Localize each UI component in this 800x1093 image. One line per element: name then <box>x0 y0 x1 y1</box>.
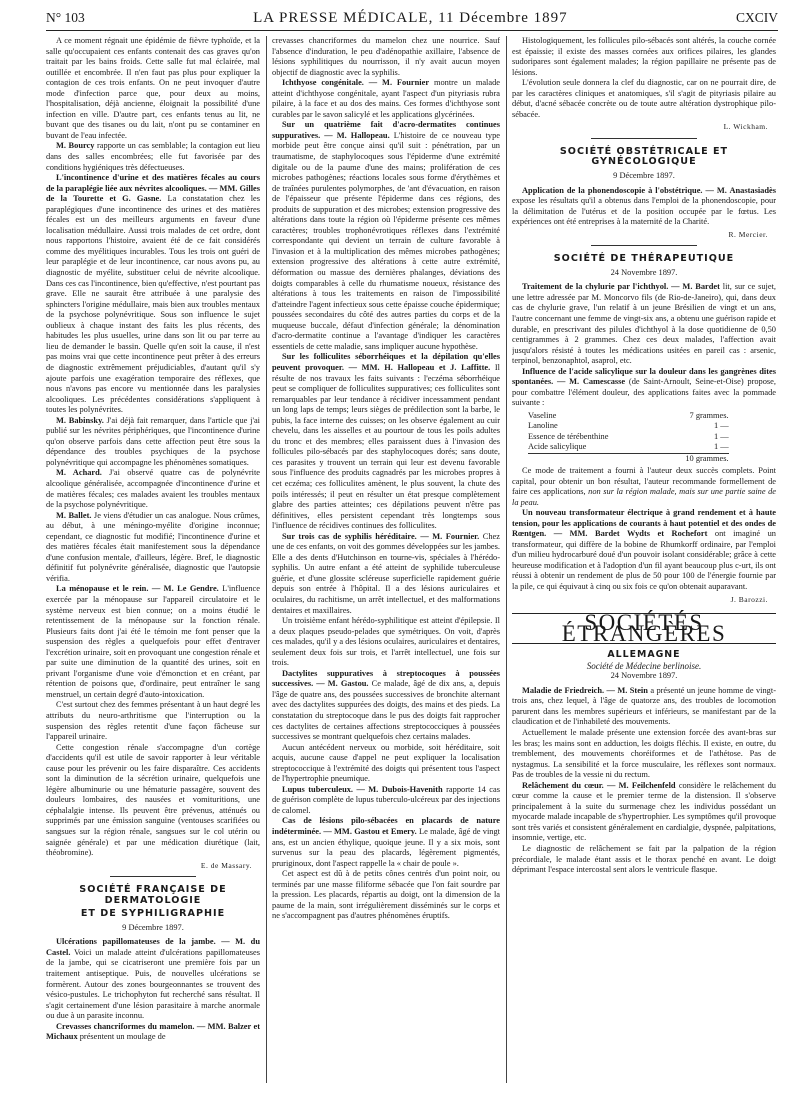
quantity: 1 — <box>713 421 729 431</box>
entry-title: Dactylites suppuratives à streptocoques à poussées successives. — M. Gastou. <box>272 668 500 689</box>
entry-text: lit, sur ce sujet, une lettre adressée par M. Moncorvo fils (de Rio-de-Janeiro), qui, dans deux cas de chylurie grave, l'un relatif à un jeune Brésilien de vingt et un ans, l'autre concernant une femme de vingt-six ans, a obtenu une guérison rapide et durable, en prescrivant des pilules d'ichthyol à la dose quotidienne de 0,50 centigrammes à 2 grammes. Chez ces deux malades, l'affection avait jusqu'alors résisté à toutes les médications usitées en pareil cas : arsenic, terpinol, benzonaphtol, asaprol, etc. <box>512 282 776 366</box>
prescription-row <box>528 421 729 431</box>
signature: J. Barozzi. <box>730 594 768 604</box>
section-heading: SOCIÉTÉ DE THÉRAPEUTIQUE <box>553 253 735 265</box>
issue-number: N° 103 <box>46 10 85 25</box>
entry-text: présentent un moulage de <box>77 1032 166 1042</box>
major-section-title: SOCIÉTÉS ÉTRANGÈRES <box>512 613 776 644</box>
entry-title: Sur un quatrième fait d'acro-dermatites continues suppuratives. — M. Hallopeau. <box>272 120 500 140</box>
entry-title: Sur trois cas de syphilis héréditaire. — M. Fournier. <box>282 531 480 541</box>
prescription-row <box>528 432 729 442</box>
paragraph <box>46 468 260 510</box>
prescription-table <box>528 411 729 464</box>
section-entry <box>272 669 500 743</box>
journal-title: LA PRESSE MÉDICALE, 11 Décembre 1897 <box>253 9 568 26</box>
entry-title: Crevasses chancriformes du mamelon. — MM. Balzer et Michaux <box>46 1021 260 1042</box>
column-divider <box>506 36 507 1083</box>
entry-text: considère le relâchement du cœur comme la cause et le premier terme de la distension. Il s'observe principalement à la suite du surmenage chez les individus possédant un myocarde malade incapable de s'hypertrophier. Les symptômes qu'il provoque sont très variés et consistent généralement en cardialgie, dyspnée, palpitations, insomnie, vertige, etc. <box>512 780 776 843</box>
entry-title: La ménopause et le rein. — M. Le Gendre. <box>56 584 219 594</box>
paragraph: Cette congestion rénale s'accompagne d'un cortège d'accidents qu'il est utile de savoir rapporter à leur véritable cause pour les prévenir ou les faire disparaître. Ces accidents sont la diminution de la sécrétion urinaire, quelquefois une légère albuminurie ou une hématurie passagère, souvent des douleurs lombaires, des nausées et vomituritions, une céphalalgie intense. Ils peuvent être prévenus, atténués ou supprimés par une émission sanguine (ventouses scarifiées ou sangsues sur la région rénale, sangsues sur le col utérin ou saignée générale) et par une médication diurétique (lait, théobromine). <box>46 742 260 858</box>
section-date: 24 Novembre 1897. <box>610 267 678 277</box>
paragraph-text: Je viens d'étudier un cas analogue. Nous crûmes, au début, à une méningo-myélite d'origine inconnue; cependant, ce diagnostic fut modifié; l'incontinence d'urine et des matières fécales était manifestement sous la dépendance d'une confusion mentale, d'ailleurs, légère. Bref, le diagnostic définitif fut polynévrite généralisée, diagnostic que l'autopsie vérifia. <box>46 510 260 583</box>
paragraph <box>46 416 260 469</box>
entry-title: Ichthyose congénitale. — M. Fournier <box>282 78 430 88</box>
paragraph: Aucun antécédent nerveux ou morbide, soit héréditaire, soit acquis, aucune cause d'appel ne peut expliquer la localisation streptococcique à l'extrémité des doigts qui présentent tous l'aspect de l'hypertrophie pneumique. <box>272 742 500 784</box>
section-heading: SOCIÉTÉ OBSTÉTRICALE ET GYNÉCOLOGIQUE <box>559 145 729 168</box>
prescription-total <box>528 453 729 464</box>
section-rule <box>591 245 697 246</box>
paragraph-text: rapporte un cas semblable; la contagion eut lieu dans des salles encombrées; elle fut favorisée par des conditions hygiéniques très défectueuses. <box>46 141 260 172</box>
column-1 <box>46 36 260 1083</box>
section-heading: ET DE SYPHILIGRAPHIE <box>80 908 226 920</box>
country-heading: ALLEMAGNE <box>607 649 681 661</box>
paragraph: Un troisième enfant hérédo-syphilitique est atteint d'épilepsie. Il a deux plaques pseudo-pelades que symétriques. On voit, d'après ces malades, qu'il y a des lésions oculaires, auriculaires et dentaires, seulement deux fois sur trois, et l'arrêt intellectuel, une fois sur trois. <box>272 616 500 668</box>
section-entry <box>46 173 260 416</box>
entry-text: Voici un malade atteint d'ulcérations papillomateuses de la jambe, qui se cicatriseront une première fois par un traitement antiseptique. Puis, de nouvelles ulcérations se formèrent. Autour des zones bourgeonnantes se trouvent des vésico-pustules. Le trichophyton fut recherché sans résultat. Il s'agit certainement d'une lésion parasitaire à marche anormale ou due à un parasite inconnu. <box>46 947 260 1021</box>
paragraph-text: J'ai observé quatre cas de polynévrite alcoolique généralisée, accompagnée d'incontinence d'urine et de matières fécales; ces malades avaient les troubles mentaux de la psychose polynévritique. <box>46 468 260 510</box>
section-entry <box>46 1022 260 1043</box>
paragraph: L'évolution seule donnera la clef du diagnostic, car on ne pourrait dire, de par les caractères cliniques et anatomiques, s'il s'agit de pityriasis pilaire au début, d'acné sébacée concrète ou de toute autre altération dystrophique pilo-sébacée. <box>512 78 776 119</box>
section-heading: SOCIÉTÉ FRANÇAISE DE DERMATOLOGIE <box>79 884 227 906</box>
ingredient: Vaseline <box>528 410 557 420</box>
entry-title: Traitement de la chylurie par l'ichthyol. — M. Bardet <box>522 282 720 292</box>
section-entry <box>46 584 260 700</box>
quantity: 1 — <box>713 442 729 452</box>
entry-title: Sur les folliculites séborrhéiques et la dépilation qu'elles peuvent provoquer. — MM. H. Hallopeau et J. Laffitte. <box>272 352 500 372</box>
paragraph: crevasses chancriformes du mamelon chez une nourrice. Sauf l'absence d'induration, le peu d'adénopathie axillaire, l'absence de lésions syphilitiques du nourrisson, il n'y avait aucun moyen objectif de diagnostic avec la syphilis. <box>272 36 500 77</box>
section-entry <box>46 937 260 1021</box>
paragraph <box>46 141 260 173</box>
paragraph: Cet aspect est dû à de petits cônes centrés d'un point noir, ou terminés par une masse filiforme sébacée que l'on fait sourdre par la pression. Les placards, répartis au doigt, ont la dimension de la paume de la main, sont irrégulièrement disséminés sur le corps et ne s'accompagnent pas d'autres phénomènes éruptifs. <box>272 869 500 921</box>
entry-text: Ce malade, âgé de dix ans, a, depuis l'âge de quatre ans, des poussées successives de bronchite alternant avec des dactylites suppurées des doigts, des mains et des pieds. La constatation du streptocoque dans le pus des doigts fait rapprocher ces dactylites de certaines affections streptococciques à poussées successives se montrant quelquefois chez certains malades. <box>272 679 500 742</box>
total-quantity: 10 grammes. <box>658 453 728 464</box>
quantity: 1 — <box>713 431 729 441</box>
paragraph: Histologiquement, les follicules pilo-sébacés sont altérés, la couche cornée est épaissie; il existe des masses cornées aux orifices pilaires, les glandes sudoripares sont également malades; la région papillaire ne présente pas de lésions. <box>512 36 776 77</box>
paragraph: C'est surtout chez des femmes présentant à un haut degré les attributs du neuro-arthritisme que l'interruption ou la suspension des règles retentit d'une façon fâcheuse sur l'appareil urinaire. <box>46 700 260 742</box>
speaker: M. Bourcy <box>56 141 95 151</box>
page-header <box>46 6 778 30</box>
entry-text: Chez une de ces enfants, on voit des gommes développées sur les jambes. Elle a des dents d'Hutchinson en tourne-vis, spéciales à l'hérédo-syphilis. Un autre enfant a été atteint de syphilide tuberculeuse guérie, et d'une glossite scléreuse superficielle rapidement guérie depuis son entrée à l'hôpital. Il a des lésions auriculaires et oculaires, du rachitisme, un arrêt intellectuel, et des malformations dentaires et maxillaires. <box>272 531 500 615</box>
paragraph <box>512 466 776 508</box>
section-entry <box>272 532 500 616</box>
entry-text: Le malade, âgé de vingt ans, est un ancien éthylique, quoique jeune. Il y a six mois, sont survenus sur la peau des placards, légèrement pigmentés, pruriginoux, dont l'aspect rappelle la « chair de poule ». <box>272 827 500 868</box>
entry-text: montre un malade atteint d'ichthyose congénitale, ayant l'aspect d'un pityriasis rubra pilaire, à la face et au dos des mains. Ces formes d'ichthyose sont curables par le savon salicylé et les applications glycérinées. <box>272 78 500 119</box>
entry-title: Lupus tuberculeux. — M. Dubois-Havenith <box>282 784 443 794</box>
section-entry <box>512 282 776 366</box>
section-date: 9 Décembre 1897. <box>122 922 184 932</box>
paragraph-text: J'ai déjà fait remarquer, dans l'article que j'ai publié sur les névrites périphériques, que l'incontinence d'urine qu'on observe parfois dans cette affection peut être sous la dépendance des troubles psychiques de la psychose polynévritique qui accompagne les phénomènes somatiques. <box>46 415 260 467</box>
section-entry <box>272 785 500 817</box>
section-entry <box>272 352 500 531</box>
section-date: 24 Novembre 1897. <box>610 671 678 681</box>
section-entry <box>512 686 776 728</box>
entry-text: La constatation chez les paraplégiques d'une incontinence des urines et des matières fécales est un des meilleurs arguments en faveur d'une localisation médullaire. Aussi trois malades de cet ordre, dont nous rapportons l'histoire, avaient été de ce fait considérés comme des myélitiques incurables. Tous les trois ont guéri de leur paraplégie et de leur incontinence, car nous avons pu, au diagnostic de myélite, substituer celui de névrite alcoolique. Dans ces cas l'incontinence, bien qu'effective, n'est pourtant pas grave. Elle ne saurait être attribuée à une paralysie des sphincters l'origine médullaire, mais bien aux troubles mentaux de la psychose polynévritique. Sous son influence le sujet oublieux à chaque instant des faits les plus récents, des habitudes les plus usuelles, urine dans son lit ou par terre au lieu de demander le bassin. Quelle qu'en soit la cause, il n'est pas moins vrai que cette incontinence peut prêter à des erreurs de diagnostic extrêmement préjudiciables, d'autant qu'il s'y ajoute parfois une exagération temporaire des réflexes, que nous n'avons pas encore vu mentionnée dans les paralysies alcooliques. Les précédentes considérations s'appliquent à toutes les polynévrites. <box>46 194 260 415</box>
section-rule <box>110 876 196 877</box>
ingredient: Lanoline <box>528 421 558 431</box>
entry-title: Cas de lésions pilo-sébacées en placards de nature indéterminée. — MM. Gastou et Emery. <box>272 816 500 837</box>
entry-title: Un nouveau transformateur électrique à grand rendement et à haute tension, pour les applications de courants à haut potentiel et des ondes de Rœntgen. — MM. Bardet Wydts et Rochefort <box>512 508 776 539</box>
paragraph: Le diagnostic de relâchement se fait par la palpation de la région précordiale, le malade étant assis et le thorax penché en avant. Le doigt déprimant l'espace intercostal sent alors le ventricule flasque. <box>512 844 776 875</box>
signature: L. Wickham. <box>723 122 768 132</box>
paragraph-text: Ce mode de traitement a fourni à l'auteur deux succès complets. Point capital, pour obtenir un bon résultat, l'auteur recommande formellement de faire ces applications, <box>512 465 776 497</box>
prescription-row <box>528 442 729 453</box>
paragraph <box>46 511 260 585</box>
entry-title: Maladie de Friedreich. — M. Stein <box>522 685 648 695</box>
paragraph: A ce moment régnait une épidémie de fièvre typhoïde, et la salle qu'occupaient ces enfants contenait des cas graves qu'on traitait par les bains froids. Cette salle fut mal éclairée, mal outillée et encombrée. Il n'en faut pas plus pour expliquer la contagion de ces trois enfants. On ne peut invoquer d'autre mode d'infection parce que, pour deux au moins, l'hospitalisation, déjà ancienne, éloignait la possibilité d'une infection en ville. D'autre part, ces enfants tenus au lit, ne buvant que des tisanes ou du lait, n'ont pu se contaminer en buvant de l'eau infectée. <box>46 36 260 140</box>
section-entry <box>512 367 776 409</box>
column-2 <box>272 36 500 1083</box>
section-rule <box>591 138 697 139</box>
signature: E. de Massary. <box>200 860 252 870</box>
entry-title: Ulcérations papillomateuses de la jambe. — M. du Castel. <box>46 937 260 957</box>
header-rule <box>46 30 778 31</box>
entry-title: Application de la phonendoscopie à l'obstétrique. — M. Anastasiadès <box>522 185 776 195</box>
entry-text: L'influence exercée par la ménopause sur l'appareil circulatoire et le système nerveux est bien connue; on a moins étudié le retentissement de la ménopause sur la fonction rénale. Plusieurs faits dont j'ai été le témoin me font penser que la suspension des règles a quelquefois pour effet d'entraver l'excrétion urinaire, soit en provoquant une congestion rénale et par suite une diminution de la quantité des urines, soit en privant l'organisme d'une voie d'émonction et en créant, par rétention de poisons que, d'ordinaire, peut entraîner le sang menstruel, un certain degré d'auto-intoxication. <box>46 584 260 699</box>
quantity: 7 grammes. <box>689 410 729 420</box>
entry-text: expose les résultats qu'il a obtenus dans l'emploi de la phonendoscopie, pour la délimitation de l'utérus et de la position occupée par le fœtus. Les expériences ont été entreprises à la maternité de la Charité. <box>512 196 776 227</box>
section-entry <box>272 816 500 869</box>
speaker: M. Achard. <box>56 468 102 478</box>
entry-title: Relâchement du cœur. — M. Feilchenfeld <box>522 780 676 790</box>
entry-text: rapporte 14 cas de guérison complète de lupus tuberculo-ulcéreux par des injections de calomel. <box>272 784 500 815</box>
entry-text: a présenté un jeune homme de vingt-trois ans, chez lequel, à l'âge de quatorze ans, des troubles de locomotion parurent dans les membres supérieurs et inférieurs, se manifestant par de la claudication et de l'inhabileté des mouvements. <box>512 685 776 727</box>
entry-text: L'histoire de ce nouveau type morbide peut être conçue ainsi qu'il suit : pénétration, par un traumatisme, de staphylocoques sous l'épiderme d'une extrémité digitale ou de la paume d'une des mains; prolifération de ces microbes pathogènes; réactions locales sous forme d'érythèmes et de traînées purulentes polymorphes, de 'ant d'évacuation, en raison de l'épaisseur que présente l'épiderme dans ces régions, des produits de suppuration et des microbes; extension progressive des altérations dans toute la région où l'épiderme présente ces mêmes caractères; troubles trophonévrotiques réflexes dans l'extrémité correspondante qui devient un terrain de culture favorable à l'invasion et à la multiplication des mêmes microbes pathogènes; extension progressive des altérations à cette autre extrémité, déformation ou massue des dernières phalanges, déviations des doigts comparables à celle du rhumatisme noueux, résistance des altérations à tous les traitements en raison de l'impossibilité d'atteindre l'agent infectieux sous cette épaisse couche épidermique; poussées secondaires du côté des autres parties du corps et de la muqueuse buccale, défaut d'infection générale; la dénomination d'acro-dermatite continue a l'avantage d'indiquer les caractères essentiels de cette maladie, sans impliquer aucune hypothèse. <box>272 130 500 351</box>
speaker: M. Ballet. <box>56 510 92 520</box>
ingredient: Essence de térébenthine <box>528 431 609 441</box>
entry-text: Il résulte de nos travaux les faits suivants : l'eczéma séborrhéique peut se compliquer de folliculites suppuratives; ces folliculites sont remarquables par leur tendance à récidiver incessamment pendant un long laps de temps; leurs sièges de prédilection sont la barbe, le pubis, la face interne des cuisses; on les observe également au cuir chevelu, dans les aisselles et au pourtour de tous les poils adultes du tronc et des membres; elles paraissent dues à l'invasion des follicules pilo-sébacés par des staphylocoques dorés; sans doute, ces parasites y trouvent un terrain qui leur est devenu favorable sous l'influence des produits cagnadrés par les microbes propres à cet eczéma; ces folliculites amènent, le plus souvent, la chute des poils intéressés; il peut en résulter un état presque complètement glabre des parties atteintes; ces dépilations peuvent n'être pas définitives, elles persistent cependant très longtemps sous l'influence de récidives continues des folliculites. <box>272 362 500 531</box>
entry-title: L'incontinence d'urine et des matières fécales au cours de la paraplégie liée aux névrites alcooliques. — MM. Gilles de la Tourette et G. Gasne. <box>46 173 260 204</box>
section-entry <box>512 781 776 844</box>
entry-text: (de Saint-Arnoult, Seine-et-Oise) propose, pour combattre l'élément douleur, des applications faites avec la pommade suivante : <box>512 377 776 408</box>
section-entry <box>272 120 500 352</box>
page-number: CXCIV <box>735 10 778 25</box>
section-entry <box>512 186 776 228</box>
emphasis-text: non sur la région malade, mais sur une partie saine de la peau. <box>512 487 776 507</box>
entry-text: ont imaginé un transformateur, qui diffère de la bobine de Rhumkorff ordinaire, par l'emploi d'un milieu hydrocarburé doué d'un pouvoir isolant considérable; grâce à cette heureuse modification et à l'adoption d'un fil ayant beaucoup plus c-urt, ils ont réussi à obtenir un rendement de plus de 50 pour 100 de l'énergie fournie par la pile, ce qui équivaut à cinq ou six fois ce qu'on obtenait auparavant. <box>512 529 776 591</box>
society-name: Société de Médecine berlinoise. <box>586 660 702 671</box>
paragraph: Actuellement le malade présente une extension forcée des avant-bras sur les bras; les mains sont en adduction, les doigts fléchis. Il existe, en outre, du tremblement, des mouvements choréiformes et de l'athétose. Pas de nystagmus. La sensibilité et la force musculaire, les réflexes sont normaux. Pas de troubles de la vessie ni du rectum. <box>512 728 776 780</box>
section-entry <box>512 508 776 592</box>
section-date: 9 Décembre 1897. <box>613 171 675 181</box>
entry-title: Influence de l'acide salicylique sur la douleur dans les gangrènes dites spontanées. — M. Camescasse <box>512 366 776 387</box>
section-entry <box>272 78 500 120</box>
column-divider <box>266 36 267 1083</box>
signature: R. Mercier. <box>728 229 768 239</box>
speaker: M. Babinsky. <box>56 415 104 425</box>
prescription-row <box>528 411 729 421</box>
ingredient: Acide salicylique <box>528 442 587 452</box>
column-3 <box>512 36 776 1083</box>
